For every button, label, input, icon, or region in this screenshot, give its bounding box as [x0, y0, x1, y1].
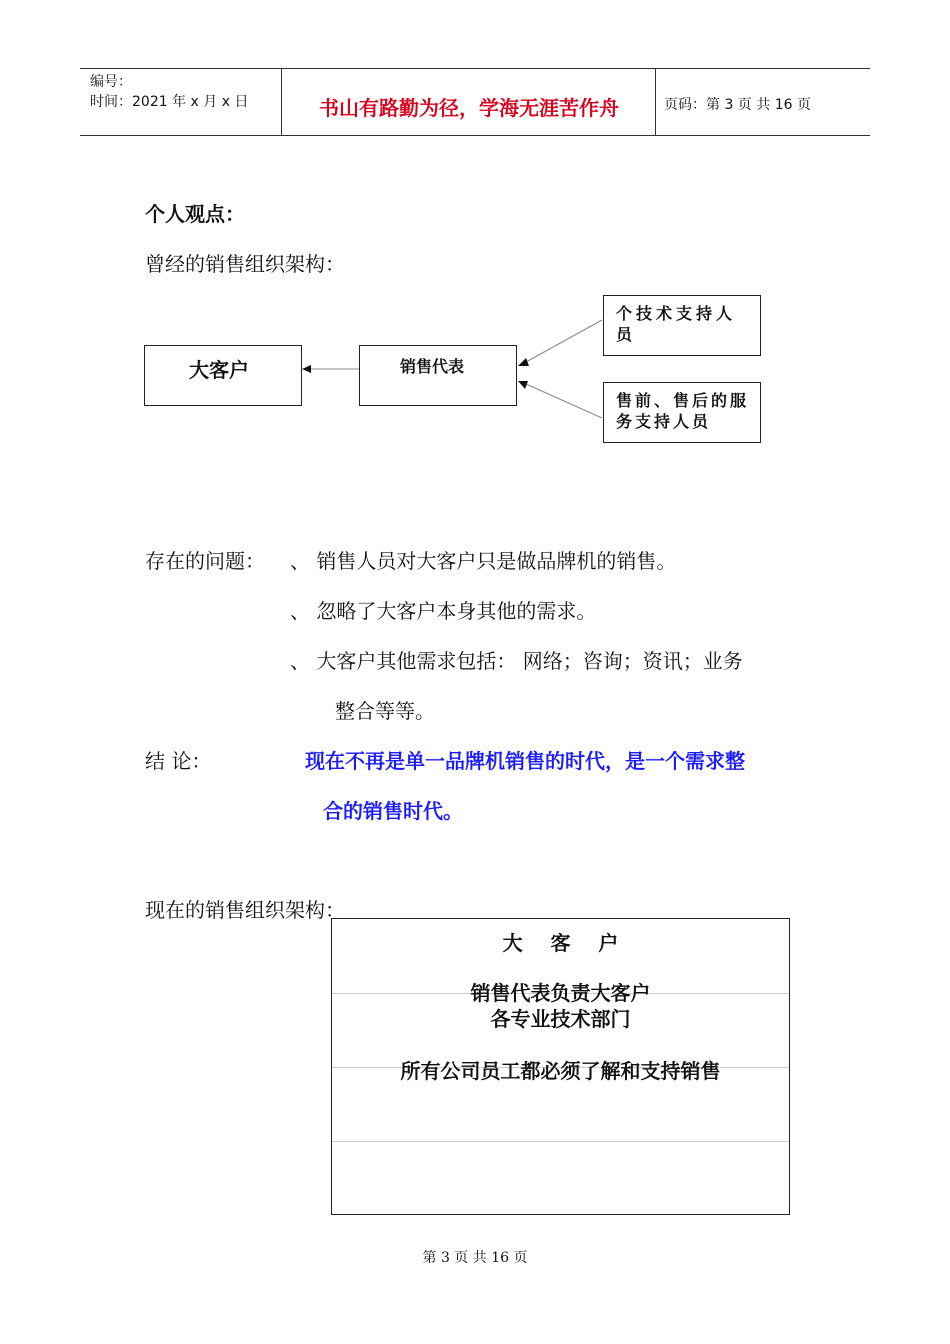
header-page-cell	[656, 69, 870, 135]
tier-sales-rep: 销售代表负责大客户	[470, 981, 651, 1005]
tech-support-box-label: 个技术支持人员	[616, 304, 737, 344]
service-support-box	[603, 382, 761, 443]
problem-item-1: 、 销售人员对大客户只是做品牌机的销售。	[290, 549, 677, 573]
problem-item-2: 、 忽略了大客户本身其他的需求。	[290, 599, 597, 623]
problems-label: 存在的问题：	[145, 549, 265, 573]
conclusion-line-1: 现在不再是单一品牌机销售的时代，是一个需求整	[305, 749, 745, 773]
sales-rep-box	[359, 345, 517, 406]
page-footer: 第 3 页 共 16 页	[422, 1250, 528, 1266]
page-info: 页码：第 3 页 共 16 页	[664, 97, 811, 113]
conclusion-line-2: 合的销售时代。	[323, 799, 463, 823]
new-structure-label: 现在的销售组织架构：	[145, 898, 345, 922]
serial-label: 编号：	[90, 74, 132, 90]
service-support-box-label: 售前、售后的服务支持人员	[616, 391, 750, 431]
tier-divider	[332, 1141, 789, 1142]
new-structure-diagram	[331, 918, 790, 1215]
tier-tech-departments: 各专业技术部门	[490, 1007, 631, 1031]
section-title: 个人观点：	[145, 202, 245, 226]
customer-box	[144, 345, 302, 406]
motto: 书山有路勤为径，学海无涯苦作舟	[319, 96, 619, 120]
problem-item-3-continued: 整合等等。	[335, 699, 435, 723]
sales-rep-box-label: 销售代表	[400, 357, 465, 376]
header-motto-cell	[282, 69, 656, 135]
date-label: 时间：2021 年 x 月 x 日	[90, 94, 249, 110]
customer-box-label: 大客户	[189, 358, 249, 382]
old-structure-label: 曾经的销售组织架构：	[145, 252, 345, 276]
tier-customer: 大 客 户	[502, 931, 619, 955]
tier-all-staff: 所有公司员工都必须了解和支持销售	[400, 1059, 721, 1083]
header-meta-cell	[80, 69, 282, 135]
problem-item-3: 、 大客户其他需求包括： 网络；咨询；资讯；业务	[290, 649, 743, 673]
page-header	[80, 68, 870, 136]
tech-support-box	[603, 295, 761, 356]
conclusion-label: 结 论：	[145, 749, 212, 773]
